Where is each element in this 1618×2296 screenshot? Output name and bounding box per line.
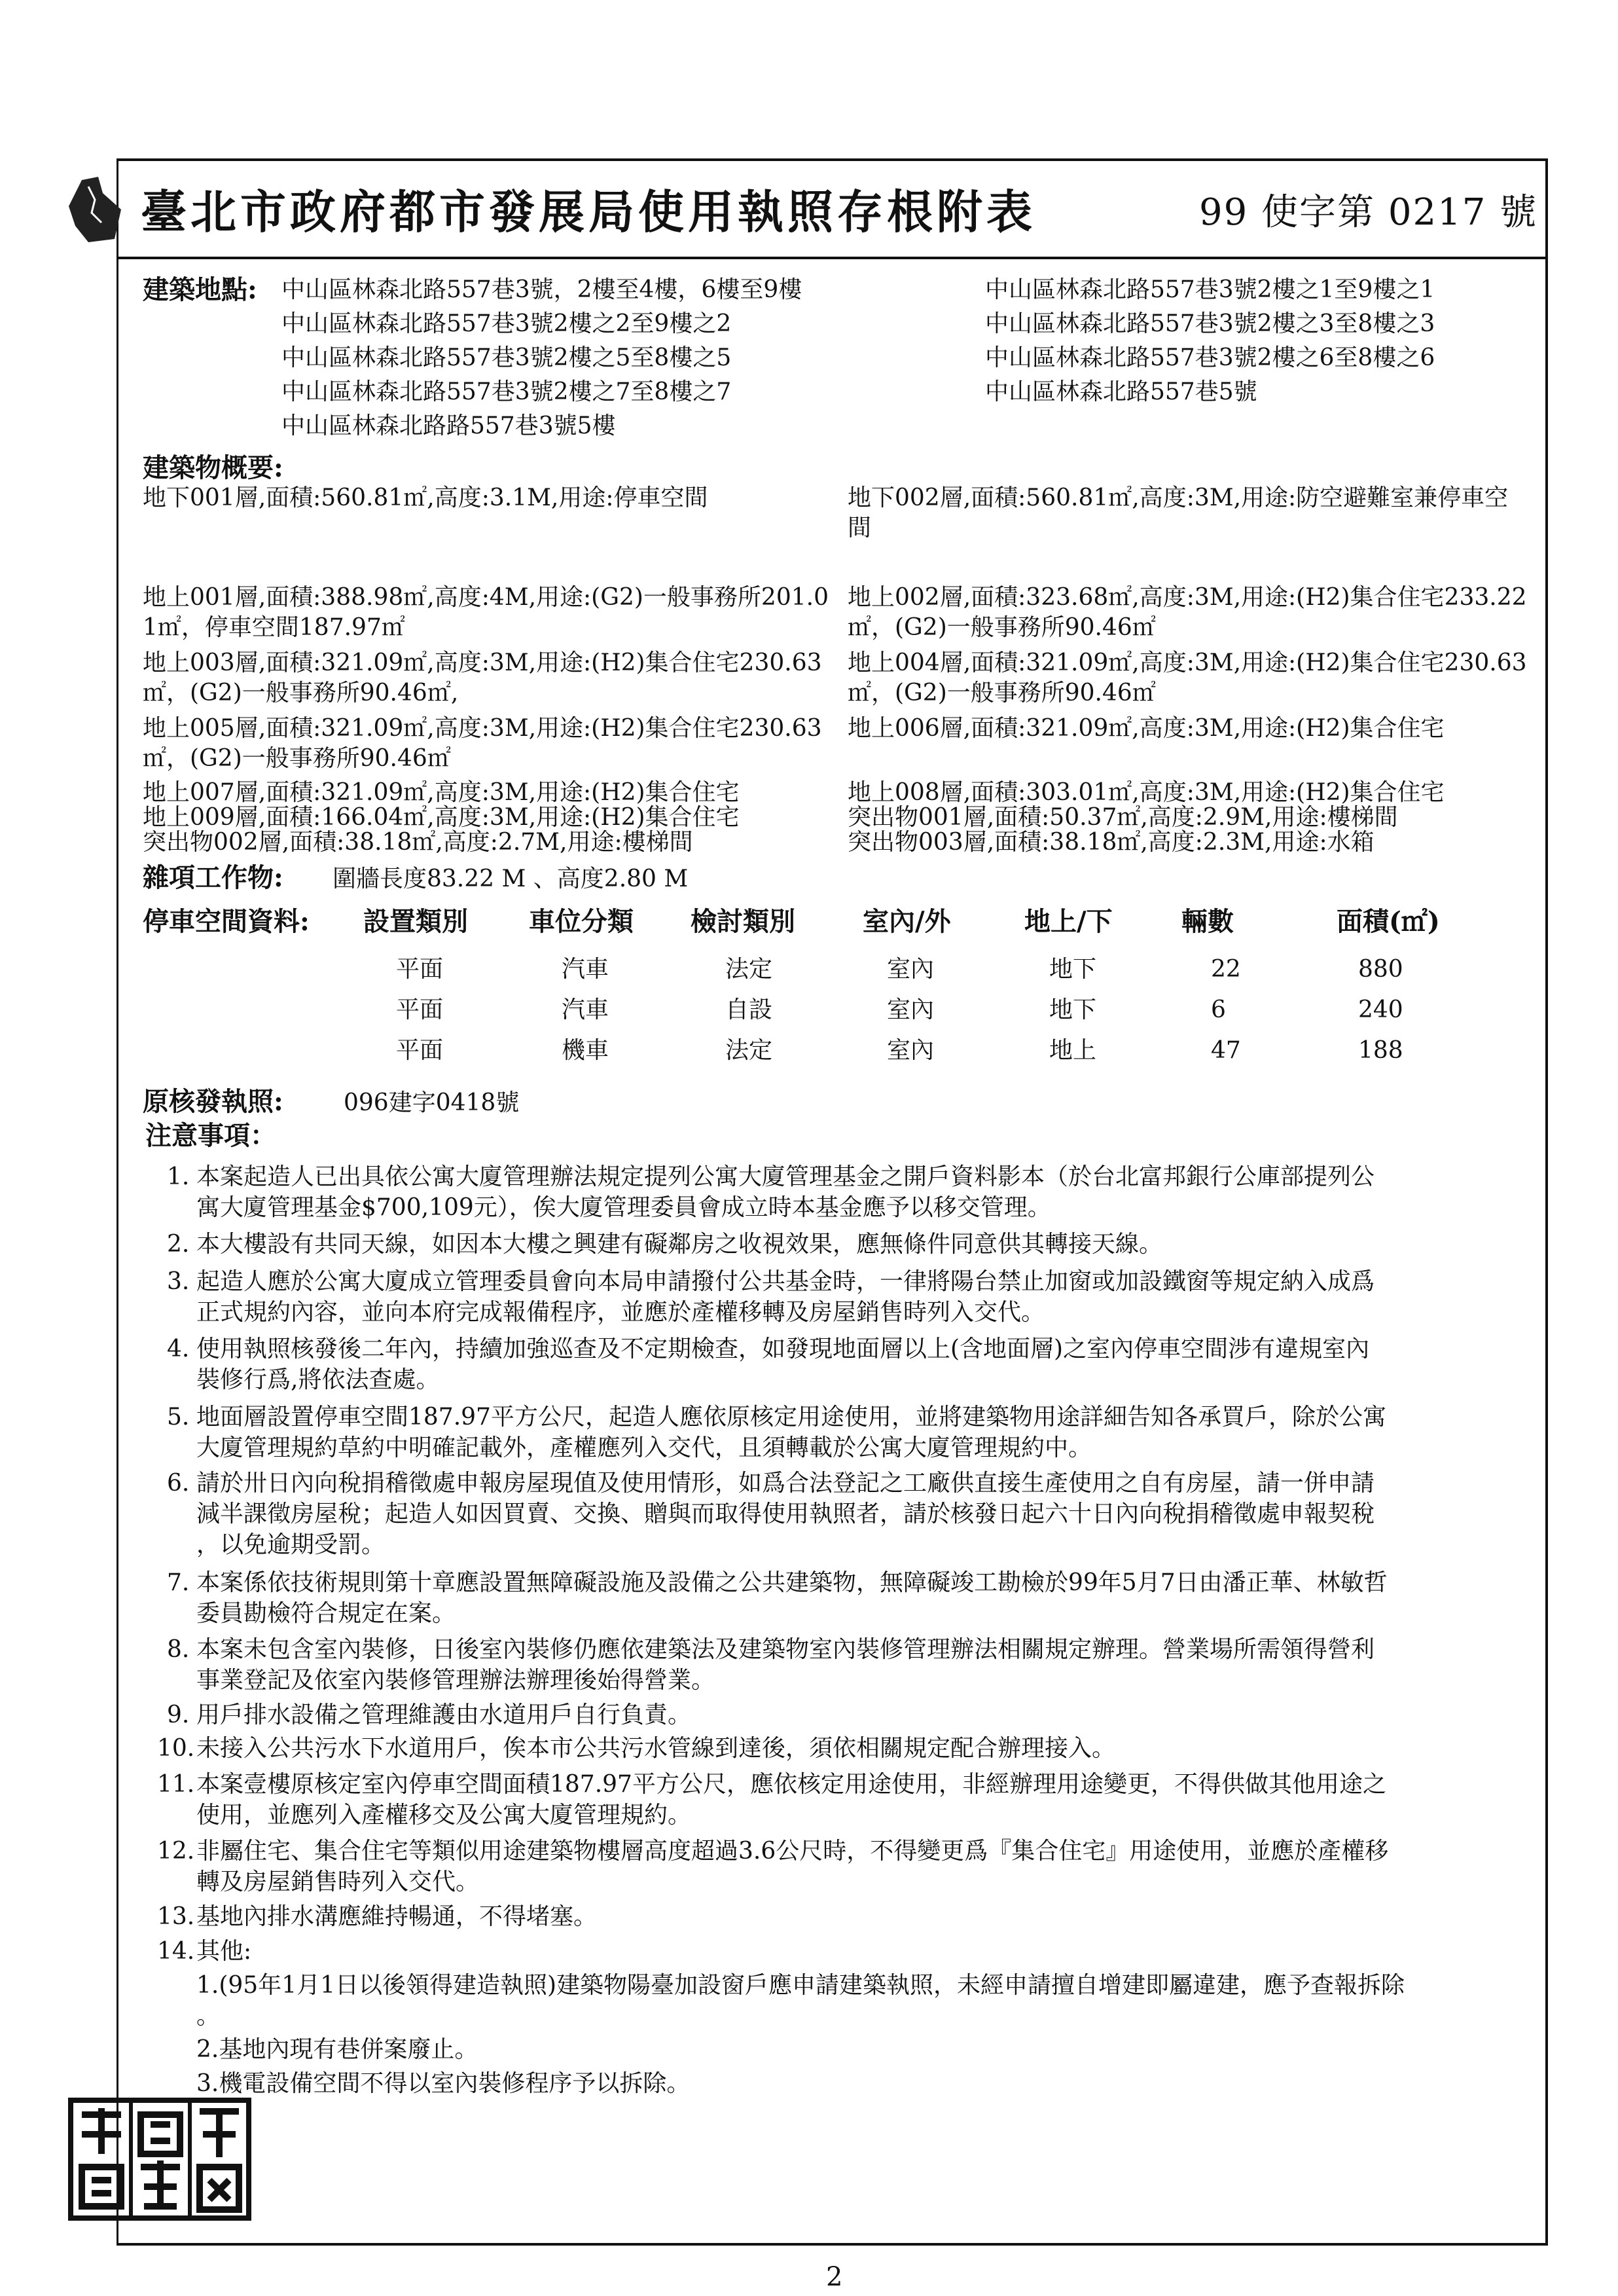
official-seal-icon	[65, 2095, 255, 2223]
overview-line: 突出物002層,面積:38.18㎡,高度:2.7M,用途:樓梯間	[143, 829, 693, 856]
note-line: ，以免逾期受罰。	[196, 1531, 386, 1558]
misc-value: 圍牆長度83.22 M 、高度2.80 M	[333, 866, 689, 892]
note-number: 6.	[167, 1470, 190, 1497]
note-line: 請於卅日內向稅捐稽徵處申報房屋現值及使用情形，如爲合法登記之工廠供直接生產使用之自有房屋，請一併申請	[196, 1470, 1375, 1497]
parking-cell: 地上	[1049, 1037, 1097, 1064]
note-line: 本案係依技術規則第十章應設置無障礙設施及設備之公共建築物，無障礙竣工勘檢於99年5月7日由潘正華、林敏哲	[196, 1569, 1388, 1596]
overview-line: 突出物001層,面積:50.37㎡,高度:2.9M,用途:樓梯間	[848, 804, 1398, 831]
parking-cell: 6	[1211, 996, 1226, 1023]
note-line: 本案壹樓原核定室內停車空間面積187.97平方公尺，應依核定用途使用，非經辦理用途變更，不得供做其他用途之	[196, 1771, 1386, 1798]
parking-cell: 自設	[725, 996, 773, 1023]
note-line: 減半課徵房屋稅；起造人如因買賣、交換、贈與而取得使用執照者，請於核發日起六十日內向稅捐稽徵處申報契稅	[196, 1501, 1375, 1527]
note-number: 13.	[157, 1903, 195, 1930]
overview-line: ㎡，(G2)一般事務所90.46㎡	[848, 680, 1156, 706]
address-left-4: 中山區林森北路557巷3號2樓之7至8樓之7	[281, 378, 732, 405]
overview-line: ㎡，(G2)一般事務所90.46㎡	[143, 745, 451, 772]
overview-line: 地下002層,面積:560.81㎡,高度:3M,用途:防空避難室兼停車空	[848, 484, 1509, 511]
parking-label: 停車空間資料:	[143, 906, 310, 937]
note-number: 11.	[157, 1771, 195, 1798]
note-line: 1.(95年1月1日以後領得建造執照)建築物陽臺加設窗戶應申請建築執照，未經申請擅自增建即屬違建，應予查報拆除	[196, 1972, 1405, 1999]
note-line: 寓大廈管理基金$700,109元），俟大廈管理委員會成立時本基金應予以移交管理。	[196, 1194, 1051, 1221]
note-number: 9.	[167, 1702, 190, 1728]
note-line: 未接入公共污水下水道用戶，俟本市公共污水管線到達後，須依相關規定配合辦理接入。	[196, 1735, 1116, 1762]
note-number: 8.	[167, 1636, 190, 1663]
note-line: 非屬住宅、集合住宅等類似用途建築物樓層高度超過3.6公尺時，不得變更爲『集合住宅』用途使用，並應於產權移	[196, 1838, 1389, 1865]
parking-cell: 室內	[887, 1037, 935, 1064]
note-line: 用戶排水設備之管理維護由水道用戶自行負責。	[196, 1702, 692, 1728]
parking-cell: 機車	[562, 1037, 609, 1064]
page-number: 2	[826, 2262, 843, 2292]
note-number: 5.	[167, 1404, 190, 1430]
overview-line: 地上005層,面積:321.09㎡,高度:3M,用途:(H2)集合住宅230.63	[143, 715, 822, 742]
original-permit-label: 原核發執照:	[143, 1086, 283, 1117]
address-label: 建築地點:	[143, 274, 257, 305]
parking-cell: 法定	[725, 1037, 773, 1064]
parking-header: 設置類別	[363, 906, 468, 937]
note-line: 2.基地內現有巷併案廢止。	[196, 2036, 478, 2063]
note-number: 7.	[167, 1569, 190, 1596]
parking-cell: 平面	[396, 1037, 444, 1064]
parking-cell: 室內	[887, 996, 935, 1023]
parking-cell: 地下	[1049, 996, 1097, 1023]
note-line: 使用執照核發後二年內，持續加強巡查及不定期檢查，如發現地面層以上(含地面層)之室內停車空間涉有違規室內	[196, 1336, 1370, 1362]
overview-line: 地上007層,面積:321.09㎡,高度:3M,用途:(H2)集合住宅	[143, 779, 740, 806]
misc-label: 雜項工作物:	[143, 862, 283, 893]
note-line: 大廈管理規約草約中明確記載外，產權應列入交代，且須轉載於公寓大廈管理規約中。	[196, 1434, 1092, 1461]
parking-cell: 880	[1358, 956, 1403, 983]
overview-label: 建築物概要:	[143, 452, 283, 483]
parking-header: 輛數	[1181, 906, 1234, 937]
header-divider	[117, 257, 1546, 259]
note-line: 事業登記及依室內裝修管理辦法辦理後始得營業。	[196, 1667, 715, 1694]
parking-cell: 188	[1358, 1037, 1403, 1064]
parking-cell: 地下	[1049, 956, 1097, 983]
overview-line: 地上009層,面積:166.04㎡,高度:3M,用途:(H2)集合住宅	[143, 804, 740, 831]
note-line: 使用，並應列入產權移交及公寓大廈管理規約。	[196, 1802, 692, 1829]
note-line: 本案未包含室內裝修，日後室內裝修仍應依建築法及建築物室內裝修管理辦法相關規定辦理。營業場所需領得營利	[196, 1636, 1375, 1663]
note-number: 2.	[167, 1231, 190, 1258]
note-line: 3.機電設備空間不得以室內裝修程序予以拆除。	[196, 2070, 691, 2097]
address-right-1: 中山區林森北路557巷3號2樓之1至9樓之1	[985, 276, 1435, 303]
note-line: 起造人應於公寓大廈成立管理委員會向本局申請撥付公共基金時，一律將陽台禁止加窗或加設鐵窗等規定納入成爲	[196, 1268, 1375, 1295]
overview-line: 地上003層,面積:321.09㎡,高度:3M,用途:(H2)集合住宅230.63	[143, 649, 822, 676]
parking-cell: 240	[1358, 996, 1403, 1023]
address-right-4: 中山區林森北路557巷5號	[985, 378, 1257, 405]
parking-header: 面積(㎡)	[1337, 906, 1440, 937]
note-line: 裝修行爲,將依法查處。	[196, 1366, 440, 1393]
scan-mark-icon	[62, 173, 128, 246]
note-number: 4.	[167, 1336, 190, 1362]
parking-header: 室內/外	[863, 906, 951, 937]
page-title: 臺北市政府都市發展局使用執照存根附表	[141, 185, 1036, 239]
notes-label: 注意事項：	[145, 1120, 276, 1151]
parking-header: 地上/下	[1024, 906, 1113, 937]
note-number: 12.	[157, 1838, 195, 1865]
note-line: 基地內排水溝應維持暢通，不得堵塞。	[196, 1903, 598, 1930]
note-number: 10.	[157, 1735, 195, 1762]
note-number: 14.	[157, 1938, 195, 1965]
parking-cell: 汽車	[562, 996, 609, 1023]
note-line: 地面層設置停車空間187.97平方公尺，起造人應依原核定用途使用，並將建築物用途詳細告知各承買戶，除於公寓	[196, 1404, 1386, 1430]
note-line: 正式規約內容，並向本府完成報備程序，並應於產權移轉及房屋銷售時列入交代。	[196, 1299, 1045, 1326]
note-line: 其他:	[196, 1938, 252, 1965]
overview-line: 地下001層,面積:560.81㎡,高度:3.1M,用途:停車空間	[143, 484, 708, 511]
overview-line: 地上008層,面積:303.01㎡,高度:3M,用途:(H2)集合住宅	[848, 779, 1445, 806]
overview-line: 地上004層,面積:321.09㎡,高度:3M,用途:(H2)集合住宅230.63	[848, 649, 1527, 676]
address-left-3: 中山區林森北路557巷3號2樓之5至8樓之5	[281, 344, 732, 371]
overview-line: 間	[848, 515, 872, 541]
address-right-2: 中山區林森北路557巷3號2樓之3至8樓之3	[985, 310, 1435, 337]
parking-cell: 室內	[887, 956, 935, 983]
note-line: 轉及房屋銷售時列入交代。	[196, 1868, 480, 1895]
note-line: 。	[196, 2003, 221, 2030]
parking-cell: 法定	[725, 956, 773, 983]
original-permit-value: 096建字0418號	[344, 1089, 520, 1116]
parking-cell: 平面	[396, 996, 444, 1023]
overview-line: ㎡，(G2)一般事務所90.46㎡	[848, 614, 1156, 641]
parking-cell: 22	[1211, 956, 1241, 983]
overview-line: 突出物003層,面積:38.18㎡,高度:2.3M,用途:水箱	[848, 829, 1375, 856]
parking-header: 檢討類別	[691, 906, 795, 937]
parking-cell: 平面	[396, 956, 444, 983]
address-left-2: 中山區林森北路557巷3號2樓之2至9樓之2	[281, 310, 732, 337]
address-left-5: 中山區林森北路路557巷3號5樓	[281, 412, 616, 439]
permit-number: 99 使字第 0217 號	[1199, 191, 1538, 234]
note-number: 1.	[167, 1163, 190, 1190]
parking-cell: 汽車	[562, 956, 609, 983]
overview-line: ㎡，(G2)一般事務所90.46㎡,	[143, 680, 459, 706]
overview-line: 1㎡，停車空間187.97㎡	[143, 614, 405, 641]
parking-cell: 47	[1211, 1037, 1241, 1064]
note-line: 本案起造人已出具依公寓大廈管理辦法規定提列公寓大廈管理基金之開戶資料影本（於台北富邦銀行公庫部提列公	[196, 1163, 1375, 1190]
note-number: 3.	[167, 1268, 190, 1295]
address-right-3: 中山區林森北路557巷3號2樓之6至8樓之6	[985, 344, 1435, 371]
overview-line: 地上006層,面積:321.09㎡,高度:3M,用途:(H2)集合住宅	[848, 715, 1445, 742]
overview-line: 地上001層,面積:388.98㎡,高度:4M,用途:(G2)一般事務所201.0	[143, 584, 829, 611]
address-left-1: 中山區林森北路557巷3號，2樓至4樓，6樓至9樓	[281, 276, 802, 303]
note-line: 本大樓設有共同天線，如因本大樓之興建有礙鄰房之收視效果，應無條件同意供其轉接天線。	[196, 1231, 1163, 1258]
parking-header: 車位分類	[529, 906, 634, 937]
overview-line: 地上002層,面積:323.68㎡,高度:3M,用途:(H2)集合住宅233.22	[848, 584, 1527, 611]
note-line: 委員勘檢符合規定在案。	[196, 1600, 456, 1627]
